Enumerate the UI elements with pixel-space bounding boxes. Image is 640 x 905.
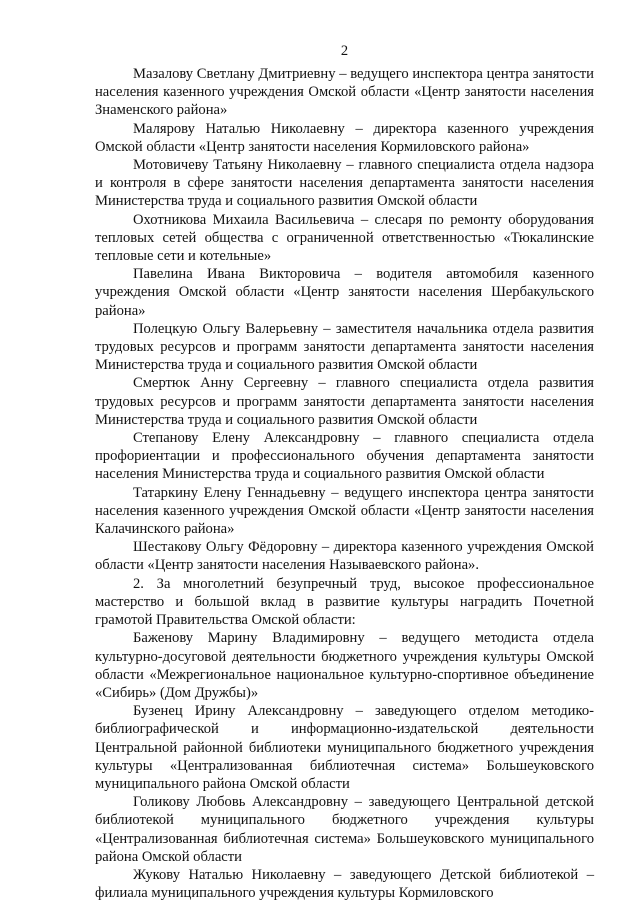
paragraph-tatarkina: Татаркину Елену Геннадьевну – ведущего инспектора центра занятости населения казенного учреждения Омской области «Центр занятости населения Калачинского района» [95, 484, 594, 538]
paragraph-zhukova: Жукову Наталью Николаевну – заведующего Детской библиотекой – филиала муниципального учреждения культуры Кормиловского [95, 866, 594, 902]
paragraph-smertyuk: Смертюк Анну Сергеевну – главного специалиста отдела развития трудовых ресурсов и программ занятости департамента занятости населения Министерства труда и социального развития Омской области [95, 375, 594, 428]
paragraph-bazhenova: Баженову Марину Владимировну – ведущего методиста отдела культурно-досуговой деятельности бюджетного учреждения культуры Омской области «Межрегиональное национальное культурно-спортивное объединение «Сибирь» (Дом Дружбы)» [95, 630, 594, 701]
paragraph-mazalova: Мазалову Светлану Дмитриевну – ведущего инспектора центра занятости населения казенного учреждения Омской области «Центр занятости населения Знаменского района» [95, 66, 594, 119]
paragraph-pavelin: Павелина Ивана Викторовича – водителя автомобиля казенного учреждения Омской области «Центр занятости населения Шербакульского района» [95, 266, 594, 319]
paragraph-poletskaya: Полецкую Ольгу Валерьевну – заместителя начальника отдела развития трудовых ресурсов и программ занятости департамента занятости населения Министерства труда и социального развития Омской области [95, 320, 594, 374]
paragraph-golikova: Голикову Любовь Александровну – заведующего Центральной детской библиотекой муниципального бюджетного учреждения культуры «Централизованная библиотечная система» Большеуковского муниципального района Омской области [95, 794, 594, 865]
page-number: 2 [340, 43, 349, 59]
paragraph-buzenets: Бузенец Ирину Александровну – заведующего отделом методико-библиографической и информационно-издательской деятельности Центральной районной библиотеки муниципального бюджетного учреждения культуры «Централизованная библиотечная система» Большеуковского муниципального района Омской области [95, 703, 594, 792]
paragraph-stepanova: Степанову Елену Александровну – главного специалиста отдела профориентации и профессионального обучения департамента занятости населения Министерства труда и социального развития Омской области [95, 430, 594, 483]
paragraph-motovicheva: Мотовичеву Татьяну Николаевну – главного специалиста отдела надзора и контроля в сфере занятости населения департамента занятости населения Министерства труда и социального развития Омской области [95, 157, 594, 210]
paragraph-shestakova: Шестакову Ольгу Фёдоровну – директора казенного учреждения Омской области «Центр занятости населения Называевского района». [95, 539, 594, 574]
paragraph-section-2: 2. За многолетний безупречный труд, высокое профессиональное мастерство и большой вклад в развитие культуры наградить Почетной грамотой Правительства Омской области: [95, 575, 594, 629]
paragraph-malyarova: Малярову Наталью Николаевну – директора казенного учреждения Омской области «Центр занятости населения Кормиловского района» [95, 120, 594, 155]
paragraph-okhotnikov: Охотникова Михаила Васильевича – слесаря по ремонту оборудования тепловых сетей общества с ограниченной ответственностью «Тюкалинские тепловые сети и котельные» [95, 211, 594, 265]
